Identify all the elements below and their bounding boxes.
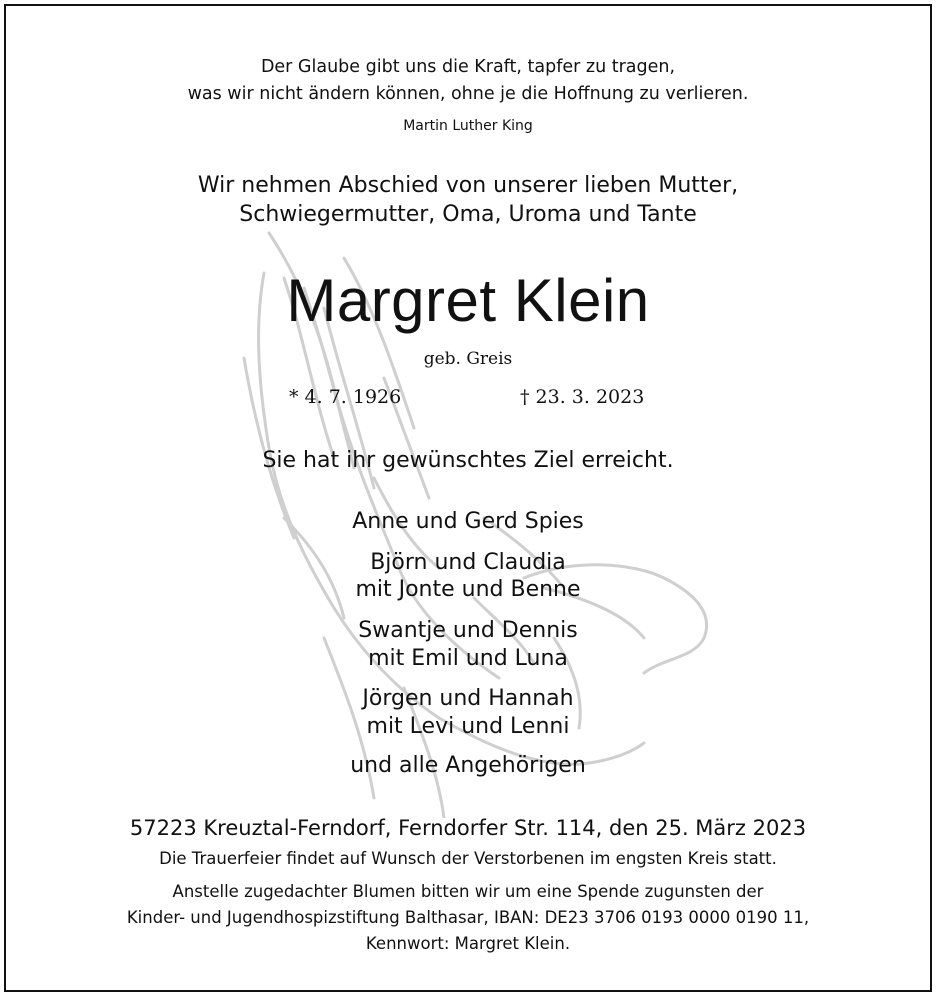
- quote-author: Martin Luther King: [403, 118, 533, 134]
- intro-line-2: Schwiegermutter, Oma, Uroma und Tante: [239, 202, 697, 227]
- mourner-line: Jörgen und Hannah: [362, 686, 574, 711]
- birth-date: * 4. 7. 1926: [289, 386, 402, 408]
- donation-line-3: Kennwort: Margret Klein.: [365, 934, 571, 953]
- mourner-line: Björn und Claudia: [370, 550, 566, 575]
- mourner-line: mit Jonte und Benne: [355, 577, 581, 602]
- intro-line-1: Wir nehmen Abschied von unserer lieben Mutter,: [197, 173, 739, 198]
- mourner-line: mit Emil und Luna: [368, 646, 568, 671]
- donation-line-2: Kinder- und Jugendhospizstiftung Balthasar, IBAN: DE23 3706 0193 0000 0190 11,: [126, 908, 810, 927]
- mourner-line: Swantje und Dennis: [358, 618, 578, 643]
- closing-line: Sie hat ihr gewünschtes Ziel erreicht.: [262, 448, 674, 473]
- birth-name: geb. Greis: [423, 349, 513, 369]
- donation-line-1: Anstelle zugedachter Blumen bitten wir um eine Spende zugunsten der: [172, 882, 764, 901]
- deceased-name: Margret Klein: [286, 267, 650, 334]
- mourner-line: und alle Angehörigen: [350, 753, 586, 778]
- death-date: † 23. 3. 2023: [520, 386, 645, 408]
- mourner-line: Anne und Gerd Spies: [352, 509, 584, 534]
- quote-line-1: Der Glaube gibt uns die Kraft, tapfer zu tragen,: [260, 57, 676, 77]
- ceremony-note: Die Trauerfeier findet auf Wunsch der Verstorbenen im engsten Kreis statt.: [159, 849, 777, 868]
- mourner-line: mit Levi und Lenni: [366, 714, 570, 739]
- quote-line-2: was wir nicht ändern können, ohne je die Hoffnung zu verlieren.: [187, 84, 749, 104]
- obituary-frame: [4, 4, 932, 992]
- address-date-line: 57223 Kreuztal-Ferndorf, Ferndorfer Str. 114, den 25. März 2023: [129, 816, 807, 840]
